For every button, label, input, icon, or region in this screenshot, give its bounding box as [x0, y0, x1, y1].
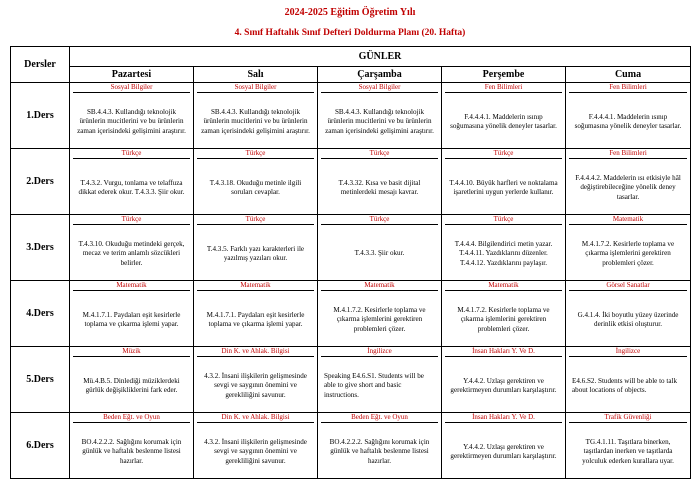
schedule-cell: [194, 83, 318, 149]
subject-name: Türkçe: [197, 149, 314, 159]
schedule-cell: [318, 347, 442, 413]
objective-text: [70, 159, 193, 214]
objective-text: [442, 291, 565, 346]
objective-text-content: M.4.1.7.1. Paydaları eşit kesirlerle toplama ve çıkarma işlemi yapar.: [206, 310, 305, 328]
schedule-cell: [566, 281, 691, 347]
lesson-label: 4.Ders: [11, 281, 70, 347]
objective-text: [318, 93, 441, 148]
schedule-cell: [194, 215, 318, 281]
table-row: [11, 347, 691, 413]
schedule-cell: [70, 149, 194, 215]
subject-name: Matematik: [197, 281, 314, 291]
page-title: 2024-2025 Eğitim Öğretim Yılı: [284, 7, 416, 18]
objective-text-content: Y.4.4.2. Uzlaşı gerektiren ve gerektirmeyen durumları karşılaştırır.: [450, 442, 557, 460]
objective-text-content: M.4.1.7.2. Kesirlerle toplama ve çıkarma işlemlerini gerektiren problemleri çözer.: [333, 305, 426, 333]
objective-text-content: T.4.4.10. Büyük harfleri ve noktalama işaretlerini uygun yerlerde kullanır.: [449, 178, 558, 196]
subject-name: Din K. ve Ahlak. Bilgisi: [197, 347, 314, 357]
objective-text-content: 4.3.2. İnsani ilişkilerin gelişmesinde sevgi ve saygının önemini ve gerekliliğini savunur.: [204, 437, 307, 465]
subject-name: Fen Bilimleri: [569, 149, 687, 159]
header-day-carsamba: Çarşamba: [318, 67, 442, 83]
subject-name: Türkçe: [73, 215, 190, 225]
subject-name: Matematik: [73, 281, 190, 291]
objective-text: [566, 159, 690, 214]
objective-text-content: Mü.4.B.5. Dinlediği müziklerdeki gürlük değişikliklerini fark eder.: [83, 376, 180, 394]
lesson-label: 5.Ders: [11, 347, 70, 413]
objective-text: [566, 93, 690, 148]
table-row: [11, 413, 691, 479]
schedule-cell: [442, 347, 566, 413]
objective-text-content: Speaking E4.6.S1. Students will be able to give short and basic instructions.: [324, 371, 424, 399]
schedule-cell: [70, 83, 194, 149]
objective-text-content: SB.4.4.3. Kullandığı teknolojik ürünlerin mucitlerini ve bu ürünlerin zaman içerisindeki gelişimini araştırır.: [325, 107, 434, 135]
objective-text: [194, 225, 317, 280]
schedule-cell: [566, 149, 691, 215]
objective-text-content: T.4.3.2. Vurgu, tonlama ve telaffuza dikkat ederek okur. T.4.3.3. Şiir okur.: [78, 178, 185, 196]
objective-text: [70, 291, 193, 346]
subject-name: Sosyal Bilgiler: [73, 83, 190, 93]
subject-name: Matematik: [569, 215, 687, 225]
schedule-cell: [70, 347, 194, 413]
schedule-cell: [318, 83, 442, 149]
subject-name: İnsan Hakları Y. Ve D.: [445, 347, 562, 357]
objective-text-content: G.4.1.4. İki boyutlu yüzey üzerinde derinlik etkisi oluşturur.: [577, 310, 679, 328]
objective-text: [442, 225, 565, 280]
objective-text: [70, 93, 193, 148]
subject-name: Türkçe: [321, 149, 438, 159]
objective-text-content: T.4.3.10. Okuduğu metindeki gerçek, mecaz ve terim anlamlı sözcükleri belirler.: [78, 239, 185, 267]
objective-text-content: T.4.3.3. Şiir okur.: [354, 249, 405, 258]
header-day-persembe: Perşembe: [442, 67, 566, 83]
schedule-cell: [194, 149, 318, 215]
objective-text: [194, 357, 317, 412]
objective-text: [70, 357, 193, 412]
table-row: [11, 215, 691, 281]
schedule-cell: [318, 413, 442, 479]
objective-text: [318, 423, 441, 478]
objective-text-content: 4.3.2. İnsani ilişkilerin gelişmesinde sevgi ve saygının önemini ve gerekliliğini savunur.: [204, 371, 307, 399]
header-dersler: Dersler: [11, 47, 70, 83]
schedule-cell: [318, 149, 442, 215]
schedule-cell: [194, 347, 318, 413]
header-gunler: GÜNLER: [70, 47, 691, 67]
subject-name: Matematik: [321, 281, 438, 291]
subject-name: Beden Eğt. ve Oyun: [321, 413, 438, 423]
subject-name: Fen Bilimleri: [445, 83, 562, 93]
schedule-cell: [318, 281, 442, 347]
objective-text-content: TG.4.1.11. Taşıtlara binerken, taşıtlardan inerken ve taşıtlarda yolculuk ederken kurallara uyar.: [582, 437, 674, 465]
objective-text-content: M.4.1.7.2. Kesirlerle toplama ve çıkarma işlemlerini gerektiren problemleri çözer.: [581, 239, 675, 267]
objective-text-content: F.4.4.4.1. Maddelerin ısınıp soğumasına yönelik deneyler tasarlar.: [574, 112, 682, 130]
subject-name: Matematik: [445, 281, 562, 291]
schedule-cell: [442, 83, 566, 149]
objective-text: [318, 159, 441, 214]
schedule-cell: [442, 215, 566, 281]
lesson-label: 1.Ders: [11, 83, 70, 149]
objective-text: [194, 159, 317, 214]
objective-text: [442, 93, 565, 148]
objective-text: [442, 423, 565, 478]
subject-name: Türkçe: [197, 215, 314, 225]
objective-text-content: T.4.3.32. Kısa ve basit dijital metinlerdeki mesajı kavrar.: [338, 178, 421, 196]
objective-text-content: SB.4.4.3. Kullandığı teknolojik ürünlerin mucitlerini ve bu ürünlerin zaman içerisindeki gelişimini araştırır.: [201, 107, 310, 135]
objective-text-content: F.4.4.4.1. Maddelerin ısınıp soğumasına yönelik deneyler tasarlar.: [450, 112, 557, 130]
schedule-cell: [70, 215, 194, 281]
subject-name: Müzik: [73, 347, 190, 357]
subject-name: İngilizce: [569, 347, 687, 357]
schedule-cell: [442, 149, 566, 215]
objective-text-content: M.4.1.7.2. Kesirlerle toplama ve çıkarma işlemlerini gerektiren problemleri çözer.: [457, 305, 550, 333]
objective-text-content: F.4.4.4.2. Maddelerin ısı etkisiyle hâl değiştirebileceğine yönelik deney tasarlar.: [575, 173, 681, 201]
objective-text: [318, 291, 441, 346]
objective-text-content: SB.4.4.3. Kullandığı teknolojik ürünlerin mucitlerini ve bu ürünlerin zaman içerisindeki gelişimini araştırır.: [77, 107, 186, 135]
header-day-pazartesi: Pazartesi: [70, 67, 194, 83]
subject-name: Türkçe: [73, 149, 190, 159]
header-day-cuma: Cuma: [566, 67, 691, 83]
schedule-cell: [566, 347, 691, 413]
subject-name: Türkçe: [445, 215, 562, 225]
table-row: [11, 149, 691, 215]
schedule-cell: [194, 413, 318, 479]
objective-text-content: E4.6.S2. Students will be able to talk about locations of objects.: [572, 376, 678, 394]
objective-text: [194, 291, 317, 346]
subject-name: Sosyal Bilgiler: [197, 83, 314, 93]
objective-text-content: Y.4.4.2. Uzlaşı gerektiren ve gerektirmeyen durumları karşılaştırır.: [450, 376, 557, 394]
objective-text-content: BO.4.2.2.2. Sağlığını korumak için günlük ve haftalık beslenme listesi hazırlar.: [329, 437, 430, 465]
objective-text-content: T.4.3.5. Farklı yazı karakterleri ile yazılmış yazıları okur.: [206, 244, 305, 262]
objective-text-content: BO.4.2.2.2. Sağlığını korumak için günlük ve haftalık beslenme listesi hazırlar.: [81, 437, 182, 465]
schedule-cell: [442, 413, 566, 479]
objective-text-content: T.4.3.18. Okuduğu metinle ilgili soruları cevaplar.: [209, 178, 302, 196]
objective-text: [566, 225, 690, 280]
subject-name: Fen Bilimleri: [569, 83, 687, 93]
page-subtitle: 4. Sınıf Haftalık Sınıf Defteri Doldurma Planı (20. Hafta): [234, 28, 466, 38]
table-row: [11, 281, 691, 347]
objective-text: [318, 225, 441, 280]
objective-text: [194, 423, 317, 478]
subject-name: İngilizce: [321, 347, 438, 357]
lesson-label: 3.Ders: [11, 215, 70, 281]
table-row: [11, 83, 691, 149]
objective-text: [70, 225, 193, 280]
objective-text: [442, 159, 565, 214]
objective-text-content: T.4.4.4. Bilgilendirici metin yazar. T.4.4.11. Yazdıklarını düzenler. T.4.4.12. Yazdıklarını paylaşır.: [454, 239, 553, 267]
subject-name: Sosyal Bilgiler: [321, 83, 438, 93]
subject-name: Beden Eğt. ve Oyun: [73, 413, 190, 423]
subject-name: Din K. ve Ahlak. Bilgisi: [197, 413, 314, 423]
objective-text: [70, 423, 193, 478]
objective-text: [566, 423, 690, 478]
subject-name: Türkçe: [321, 215, 438, 225]
schedule-cell: [194, 281, 318, 347]
schedule-cell: [566, 83, 691, 149]
schedule-cell: [442, 281, 566, 347]
objective-text: [318, 357, 441, 412]
schedule-cell: [70, 413, 194, 479]
header-day-sali: Salı: [194, 67, 318, 83]
lesson-label: 6.Ders: [11, 413, 70, 479]
objective-text: [442, 357, 565, 412]
subject-name: Türkçe: [445, 149, 562, 159]
objective-text: [194, 93, 317, 148]
schedule-cell: [566, 215, 691, 281]
lesson-label: 2.Ders: [11, 149, 70, 215]
schedule-table: [10, 46, 691, 479]
schedule-cell: [318, 215, 442, 281]
subject-name: Trafik Güvenliği: [569, 413, 687, 423]
schedule-cell: [70, 281, 194, 347]
objective-text: [566, 357, 690, 412]
objective-text-content: M.4.1.7.1. Paydaları eşit kesirlerle toplama ve çıkarma işlemi yapar.: [82, 310, 181, 328]
subject-name: İnsan Hakları Y. Ve D.: [445, 413, 562, 423]
subject-name: Görsel Sanatlar: [569, 281, 687, 291]
schedule-body: [11, 83, 691, 479]
schedule-cell: [566, 413, 691, 479]
objective-text: [566, 291, 690, 346]
